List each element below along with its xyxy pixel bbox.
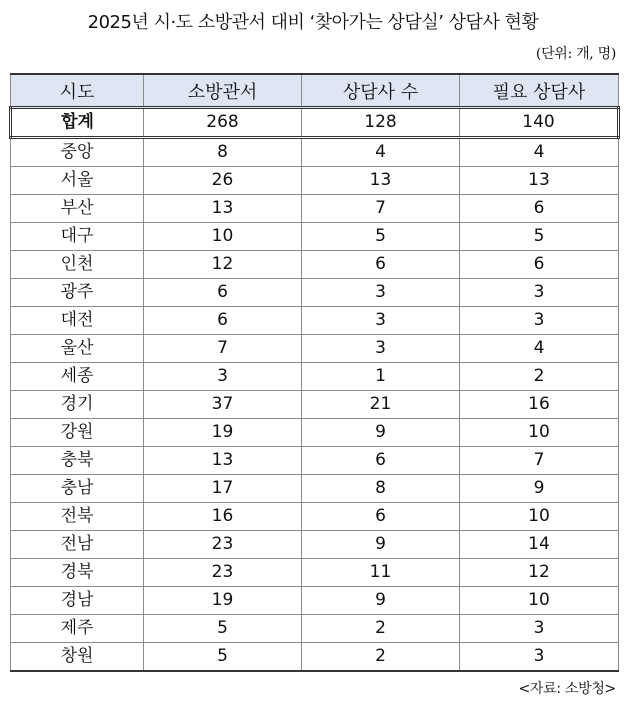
region-cell: 대전 (11, 307, 144, 335)
total-needed: 140 (460, 108, 619, 138)
stations-cell: 8 (144, 138, 302, 167)
needed-cell: 5 (460, 223, 619, 251)
counselors-cell: 2 (302, 615, 460, 643)
counselors-cell: 1 (302, 363, 460, 391)
table-row (11, 447, 619, 475)
table-row (11, 279, 619, 307)
stations-cell: 37 (144, 391, 302, 419)
region-cell: 경기 (11, 391, 144, 419)
counselors-cell: 2 (302, 643, 460, 672)
needed-cell: 7 (460, 447, 619, 475)
page-title: 2025년 시·도 소방관서 대비 ‘찾아가는 상담실’ 상담사 현황 (87, 12, 539, 33)
counselors-cell: 3 (302, 279, 460, 307)
table-row (11, 615, 619, 643)
table-row (11, 167, 619, 195)
stations-cell: 23 (144, 559, 302, 587)
counselors-cell: 21 (302, 391, 460, 419)
total-label: 합계 (11, 108, 144, 138)
table-row (11, 363, 619, 391)
region-cell: 충북 (11, 447, 144, 475)
counselors-cell: 4 (302, 138, 460, 167)
needed-cell: 10 (460, 503, 619, 531)
table-row (11, 251, 619, 279)
counselors-cell: 9 (302, 531, 460, 559)
header-row (11, 74, 619, 108)
needed-cell: 14 (460, 531, 619, 559)
col-header-stations: 소방관서 (144, 74, 302, 108)
region-cell: 인천 (11, 251, 144, 279)
stations-cell: 19 (144, 419, 302, 447)
counselor-table (9, 73, 620, 672)
stations-cell: 3 (144, 363, 302, 391)
counselors-cell: 8 (302, 475, 460, 503)
counselors-cell: 9 (302, 587, 460, 615)
table-row (11, 419, 619, 447)
table-row (11, 391, 619, 419)
source-note: <자료: 소방청> (518, 681, 616, 697)
needed-cell: 4 (460, 138, 619, 167)
region-cell: 전남 (11, 531, 144, 559)
region-cell: 제주 (11, 615, 144, 643)
region-cell: 경남 (11, 587, 144, 615)
region-cell: 강원 (11, 419, 144, 447)
needed-cell: 3 (460, 643, 619, 672)
table-row (11, 195, 619, 223)
region-cell: 중앙 (11, 138, 144, 167)
needed-cell: 16 (460, 391, 619, 419)
table-row (11, 138, 619, 167)
total-row (11, 108, 619, 138)
stations-cell: 10 (144, 223, 302, 251)
unit-note: (단위: 개, 명) (535, 46, 616, 62)
total-counselors: 128 (302, 108, 460, 138)
counselors-cell: 3 (302, 335, 460, 363)
total-stations: 268 (144, 108, 302, 138)
region-cell: 창원 (11, 643, 144, 672)
counselors-cell: 7 (302, 195, 460, 223)
counselors-cell: 13 (302, 167, 460, 195)
region-cell: 부산 (11, 195, 144, 223)
stations-cell: 6 (144, 307, 302, 335)
table-row (11, 335, 619, 363)
stations-cell: 5 (144, 643, 302, 672)
needed-cell: 12 (460, 559, 619, 587)
stations-cell: 12 (144, 251, 302, 279)
col-header-counselors: 상담사 수 (302, 74, 460, 108)
counselors-cell: 6 (302, 503, 460, 531)
stations-cell: 23 (144, 531, 302, 559)
needed-cell: 9 (460, 475, 619, 503)
table-row (11, 475, 619, 503)
stations-cell: 16 (144, 503, 302, 531)
stations-cell: 13 (144, 447, 302, 475)
needed-cell: 10 (460, 587, 619, 615)
region-cell: 경북 (11, 559, 144, 587)
counselors-cell: 5 (302, 223, 460, 251)
counselors-cell: 6 (302, 447, 460, 475)
table-row (11, 643, 619, 672)
stations-cell: 7 (144, 335, 302, 363)
counselors-cell: 6 (302, 251, 460, 279)
needed-cell: 6 (460, 195, 619, 223)
region-cell: 대구 (11, 223, 144, 251)
counselors-cell: 11 (302, 559, 460, 587)
region-cell: 전북 (11, 503, 144, 531)
region-cell: 서울 (11, 167, 144, 195)
table-row (11, 223, 619, 251)
needed-cell: 2 (460, 363, 619, 391)
counselors-cell: 3 (302, 307, 460, 335)
needed-cell: 3 (460, 615, 619, 643)
region-cell: 세종 (11, 363, 144, 391)
stations-cell: 26 (144, 167, 302, 195)
needed-cell: 10 (460, 419, 619, 447)
table-row (11, 587, 619, 615)
stations-cell: 19 (144, 587, 302, 615)
col-header-region: 시도 (11, 74, 144, 108)
needed-cell: 6 (460, 251, 619, 279)
table-row (11, 307, 619, 335)
stations-cell: 6 (144, 279, 302, 307)
table-row (11, 503, 619, 531)
table-row (11, 559, 619, 587)
table-row (11, 531, 619, 559)
needed-cell: 13 (460, 167, 619, 195)
region-cell: 충남 (11, 475, 144, 503)
region-cell: 울산 (11, 335, 144, 363)
stations-cell: 5 (144, 615, 302, 643)
needed-cell: 3 (460, 307, 619, 335)
col-header-needed: 필요 상담사 (460, 74, 619, 108)
region-cell: 광주 (11, 279, 144, 307)
needed-cell: 4 (460, 335, 619, 363)
stations-cell: 13 (144, 195, 302, 223)
stations-cell: 17 (144, 475, 302, 503)
needed-cell: 3 (460, 279, 619, 307)
counselors-cell: 9 (302, 419, 460, 447)
